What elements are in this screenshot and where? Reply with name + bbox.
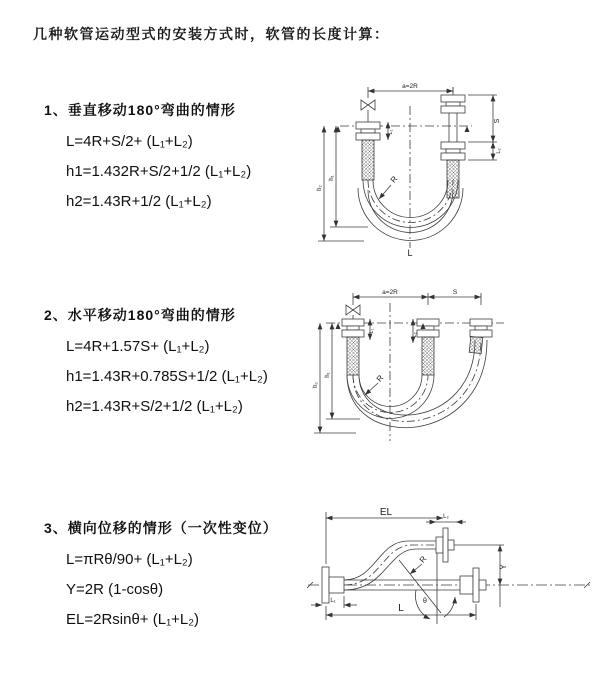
displaced-flange <box>436 528 454 562</box>
section-lateral-displacement <box>44 518 278 635</box>
formula-L: L=4R+S/2+ (L₁+L₂) <box>66 133 193 150</box>
label-a2r: a=2R <box>382 289 398 296</box>
label-l: L <box>407 248 413 258</box>
formula-h1: h1=1.432R+S/2+1/2 (L₁+L₂) <box>66 163 252 180</box>
label-s: S <box>452 289 458 296</box>
label-r: R <box>374 373 386 384</box>
diagram-lateral-displacement <box>298 500 598 655</box>
formula-L: L=4R+1.57S+ (L₁+L₂) <box>66 338 210 355</box>
label-el: EL <box>379 507 393 518</box>
section-1-heading: 1、垂直移动180°弯曲的情形 <box>44 102 236 118</box>
section-2-heading: 2、水平移动180°弯曲的情形 <box>44 307 236 323</box>
section-horizontal-bend <box>44 305 268 422</box>
label-y: Y <box>499 564 508 570</box>
formula-EL: EL=2Rsinθ+ (L₁+L₂) <box>66 611 200 628</box>
section-vertical-bend <box>44 100 251 217</box>
left-hose-fitting <box>342 319 364 375</box>
section-1-formulas <box>66 127 251 217</box>
hose-u-bend-position-2 <box>347 340 487 428</box>
hose-s-curve <box>344 541 436 590</box>
label-r: R <box>417 554 429 565</box>
valve-icon <box>346 305 360 315</box>
formula-L: L=πRθ/90+ (L₁+L₂) <box>66 551 193 568</box>
formula-Y: Y=2R (1-cosθ) <box>66 581 164 598</box>
formula-h1: h1=1.43R+0.785S+1/2 (L₁+L₂) <box>66 368 268 385</box>
radius-leader <box>379 185 391 199</box>
hose-drawing <box>318 87 497 248</box>
formula-h2: h2=1.43R+S/2+1/2 (L₁+L₂) <box>66 398 243 415</box>
left-hose-fitting <box>356 122 380 180</box>
radius-leader <box>365 383 378 395</box>
label-a2r: a=2R <box>402 83 418 90</box>
label-l: L <box>398 603 404 614</box>
label-l2: L₂ <box>443 514 449 520</box>
section-3-heading: 3、横向位移的情形（一次性变位） <box>44 520 278 536</box>
label-h2: h₂ <box>317 185 323 191</box>
label-h1: h₁ <box>329 175 335 181</box>
diagram-vertical-180-bend <box>310 78 570 260</box>
hose-u-bend <box>358 180 463 241</box>
hose-drawing <box>314 293 504 441</box>
label-s: S <box>494 118 501 124</box>
angle-construction <box>399 553 455 624</box>
label-theta: θ <box>423 598 427 605</box>
hose-u-bend-position-1 <box>347 375 434 418</box>
label-l2: L₂ <box>412 332 418 338</box>
section-2-formulas <box>66 332 268 422</box>
label-l1: L₁ <box>369 328 375 334</box>
label-h2: h₂ <box>313 382 319 388</box>
formula-h2: h2=1.43R+1/2 (L₁+L₂) <box>66 193 212 210</box>
label-l1: L₁ <box>388 129 394 135</box>
page-title: 几种软管运动型式的安装方式时，软管的长度计算： <box>33 26 390 42</box>
label-l2: L₂ <box>496 148 502 154</box>
middle-hose-fitting <box>417 319 439 375</box>
radius-leader <box>410 564 422 574</box>
valve-icon <box>361 100 375 110</box>
hose-drawing <box>307 512 590 624</box>
label-h1: h₁ <box>325 372 331 378</box>
section-3-formulas <box>66 545 278 635</box>
label-l1: L₁ <box>330 598 336 604</box>
label-r: R <box>388 174 400 185</box>
diagram-horizontal-180-bend <box>308 283 570 463</box>
